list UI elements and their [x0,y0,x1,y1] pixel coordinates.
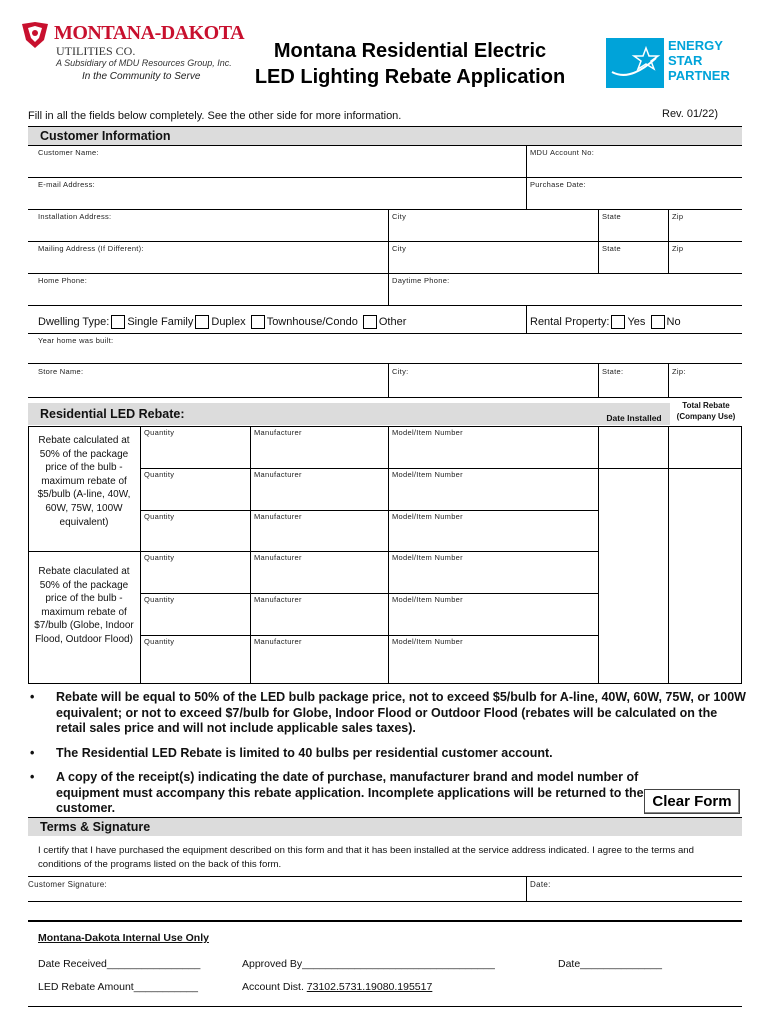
quantity-field[interactable]: Quantity [144,553,175,562]
daytime-phone-field[interactable]: Daytime Phone: [392,276,450,285]
quantity-field[interactable]: Quantity [144,637,175,646]
energy-star-partner-text: ENERGY STAR PARTNER [668,38,730,83]
mdu-logo-icon [20,20,50,50]
energy-star-icon [606,38,664,88]
internal-use-heading: Montana-Dakota Internal Use Only [38,932,209,944]
manufacturer-field[interactable]: Manufacturer [254,553,302,562]
signature-date-field[interactable]: Date: [530,880,551,889]
store-city-field[interactable]: City: [392,367,409,376]
approved-by-field[interactable]: Approved By_________________________________ [242,958,495,970]
rental-no-checkbox[interactable] [651,315,665,329]
internal-use-section [28,920,742,1005]
fill-instructions: Fill in all the fields below completely. See the other side for more information. [28,110,402,122]
customer-info-heading: Customer Information [28,127,742,145]
terms-heading: Terms & Signature [28,818,742,836]
model-number-field[interactable]: Model/Item Number [392,595,463,604]
rebate-group2-description: Rebate claculated at 50% of the package price of the bulb - maximum rebate of $7/bulb (Globe, Indoor Flood, Outdoor Flood) [34,566,134,645]
store-state-field[interactable]: State: [602,367,624,376]
model-number-field[interactable]: Model/Item Number [392,637,463,646]
install-city-field[interactable]: City [392,212,407,221]
led-rebate-heading: Residential LED Rebate: [28,403,598,425]
email-field[interactable]: E-mail Address: [38,180,96,189]
rental-yes-checkbox[interactable] [611,315,625,329]
model-number-field[interactable]: Model/Item Number [392,428,463,437]
led-rebate-amount-field[interactable]: LED Rebate Amount___________ [38,981,198,993]
quantity-field[interactable]: Quantity [144,595,175,604]
account-number-field[interactable]: MDU Account No: [530,148,595,157]
townhouse-checkbox[interactable] [251,315,265,329]
quantity-field[interactable]: Quantity [144,512,175,521]
mailing-zip-field[interactable]: Zip [672,244,684,253]
purchase-date-field[interactable]: Purchase Date: [530,180,586,189]
rebate-group1-description: Rebate calculated at 50% of the package price of the bulb - maximum rebate of $5/bulb (A-line, 40W, 60W, 75W, 100W equivalent) [37,435,131,528]
manufacturer-field[interactable]: Manufacturer [254,428,302,437]
revision-label: Rev. 01/22) [662,108,719,120]
company-logo [20,20,250,84]
year-built-field[interactable]: Year home was built: [38,336,114,345]
quantity-field[interactable]: Quantity [144,470,175,479]
quantity-field[interactable]: Quantity [144,428,175,437]
installation-address-field[interactable]: Installation Address: [38,212,112,221]
account-dist-number: 73102.5731.19080.195517 [306,981,433,993]
home-phone-field[interactable]: Home Phone: [38,276,88,285]
install-zip-field[interactable]: Zip [672,212,684,221]
logo-name: MONTANA-DAKOTA [54,22,245,44]
other-checkbox[interactable] [363,315,377,329]
model-number-field[interactable]: Model/Item Number [392,512,463,521]
manufacturer-field[interactable]: Manufacturer [254,470,302,479]
mailing-city-field[interactable]: City [392,244,407,253]
signature-field[interactable]: Customer Signature: [28,880,108,889]
logo-subtitle: UTILITIES CO. [56,44,136,58]
store-name-field[interactable]: Store Name: [38,367,84,376]
rental-property-row: Rental Property: Yes No [530,315,681,328]
manufacturer-field[interactable]: Manufacturer [254,595,302,604]
manufacturer-field[interactable]: Manufacturer [254,512,302,521]
account-distribution: Account Dist. 73102.5731.19080.195517 [242,981,433,993]
single-family-checkbox[interactable] [111,315,125,329]
duplex-checkbox[interactable] [195,315,209,329]
mailing-state-field[interactable]: State [602,244,622,253]
date-received-field[interactable]: Date Received________________ [38,958,201,970]
date-installed-header: Date Installed [598,403,670,425]
model-number-field[interactable]: Model/Item Number [392,553,463,562]
dwelling-type-row: Dwelling Type: Single Family Duplex Townhouse/Condo Other [38,315,407,328]
terms-signature-section [28,817,742,901]
model-number-field[interactable]: Model/Item Number [392,470,463,479]
manufacturer-field[interactable]: Manufacturer [254,637,302,646]
customer-name-field[interactable]: Customer Name: [38,148,99,157]
logo-subsidiary: A Subsidiary of MDU Resources Group, Inc. [56,58,232,68]
clear-form-button[interactable]: Clear Form [644,789,740,814]
total-rebate-header: Total Rebate (Company Use) [676,401,736,421]
mailing-address-field[interactable]: Mailing Address (If Different): [38,244,144,253]
internal-date-field[interactable]: Date______________ [558,958,662,970]
store-zip-field[interactable]: Zip: [672,367,686,376]
customer-form [28,126,742,683]
install-state-field[interactable]: State [602,212,622,221]
page-title: Montana Residential Electric LED Lighting Rebate Application [254,40,566,88]
certification-text: I certify that I have purchased the equipment described on this form and that it has been installed at the service address indicated. I agree to the terms and conditions of the programs listed on the back of this form. [38,845,694,870]
logo-tagline: In the Community to Serve [82,71,201,82]
energy-star-logo [606,38,728,88]
